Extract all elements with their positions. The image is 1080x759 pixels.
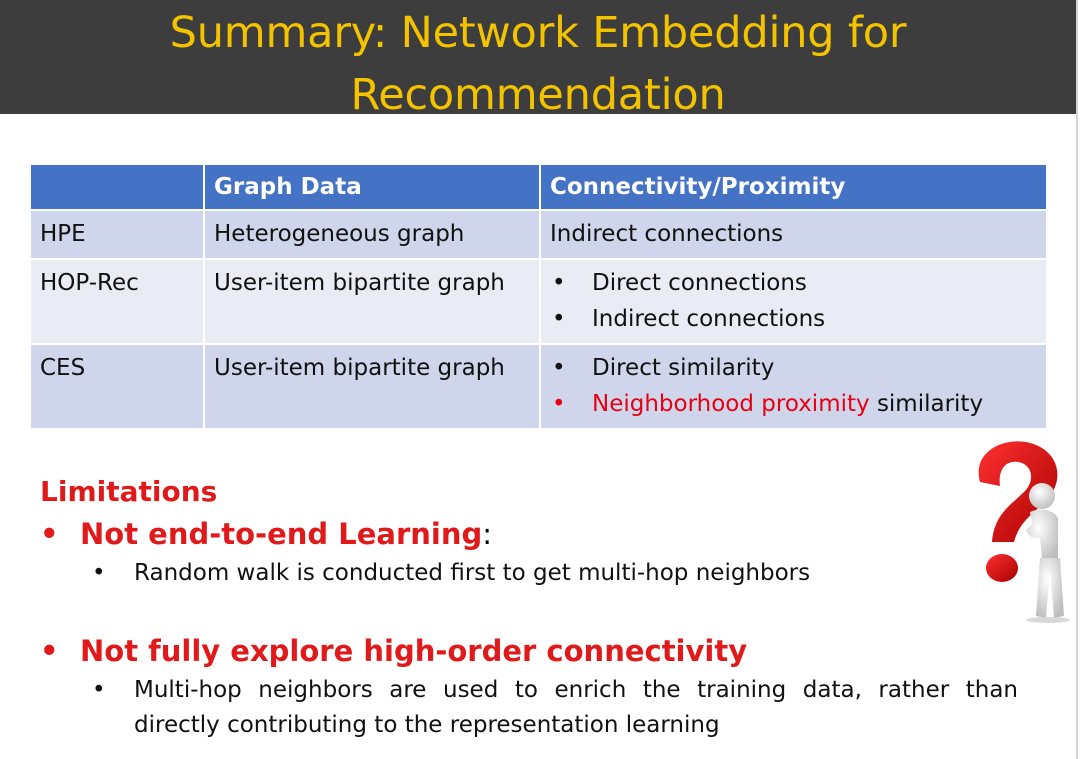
connectivity-cell: [540, 259, 1047, 344]
table-header-row: [30, 164, 1047, 210]
bullet-dot: •: [92, 677, 106, 703]
limitation-detail: • Multi-hop neighbors are used to enrich the training data, rather than directly contributing to the representation learning: [40, 673, 1018, 743]
table-row: [30, 210, 1047, 259]
limitation-item: [40, 514, 1020, 591]
connectivity-cell: [540, 344, 1047, 429]
highlight-rest: similarity: [876, 391, 984, 417]
method-cell: HPE: [30, 210, 204, 259]
connectivity-cell: Indirect connections: [540, 210, 1047, 259]
bullet-dot-red: •: [552, 391, 566, 417]
summary-table: [29, 163, 1048, 430]
header-cell-connectivity: Connectivity/Proximity: [540, 164, 1047, 210]
bullet-dot: •: [552, 306, 566, 332]
method-cell: CES: [30, 344, 204, 429]
highlight-text: Neighborhood proximity: [592, 391, 870, 417]
list-item: [550, 386, 1037, 422]
limitation-item: [40, 631, 1020, 743]
connectivity-list: [550, 350, 1037, 422]
bullet-dot: •: [92, 560, 106, 586]
header-cell-graph-data: Graph Data: [204, 164, 540, 210]
graph-cell: User-item bipartite graph: [204, 344, 540, 429]
title-bar: [0, 0, 1076, 120]
list-item: • Indirect connections: [550, 301, 1037, 337]
list-item: • Direct similarity: [550, 350, 1037, 386]
slide-title: Summary: Network Embedding for Recommendation: [169, 8, 907, 120]
table-row: [30, 259, 1047, 344]
limitation-detail: • Random walk is conducted first to get multi-hop neighbors: [40, 556, 1018, 591]
graph-cell: User-item bipartite graph: [204, 259, 540, 344]
bullet-dot: •: [552, 270, 566, 296]
bullet-dot: •: [40, 517, 59, 551]
bullet-dot: •: [40, 634, 59, 668]
method-cell: HOP-Rec: [30, 259, 204, 344]
table-row: [30, 344, 1047, 429]
bullet-dot: •: [552, 355, 566, 381]
graph-cell: Heterogeneous graph: [204, 210, 540, 259]
question-mark-figure-icon: [962, 438, 1074, 624]
limitation-heading: • Not end-to-end Learning:: [40, 514, 1020, 554]
limitations-title: Limitations: [40, 475, 218, 508]
connectivity-list: [550, 265, 1037, 337]
header-cell-empty: [30, 164, 204, 210]
limitation-heading: • Not fully explore high-order connectivity: [40, 631, 1020, 671]
list-item: • Direct connections: [550, 265, 1037, 301]
